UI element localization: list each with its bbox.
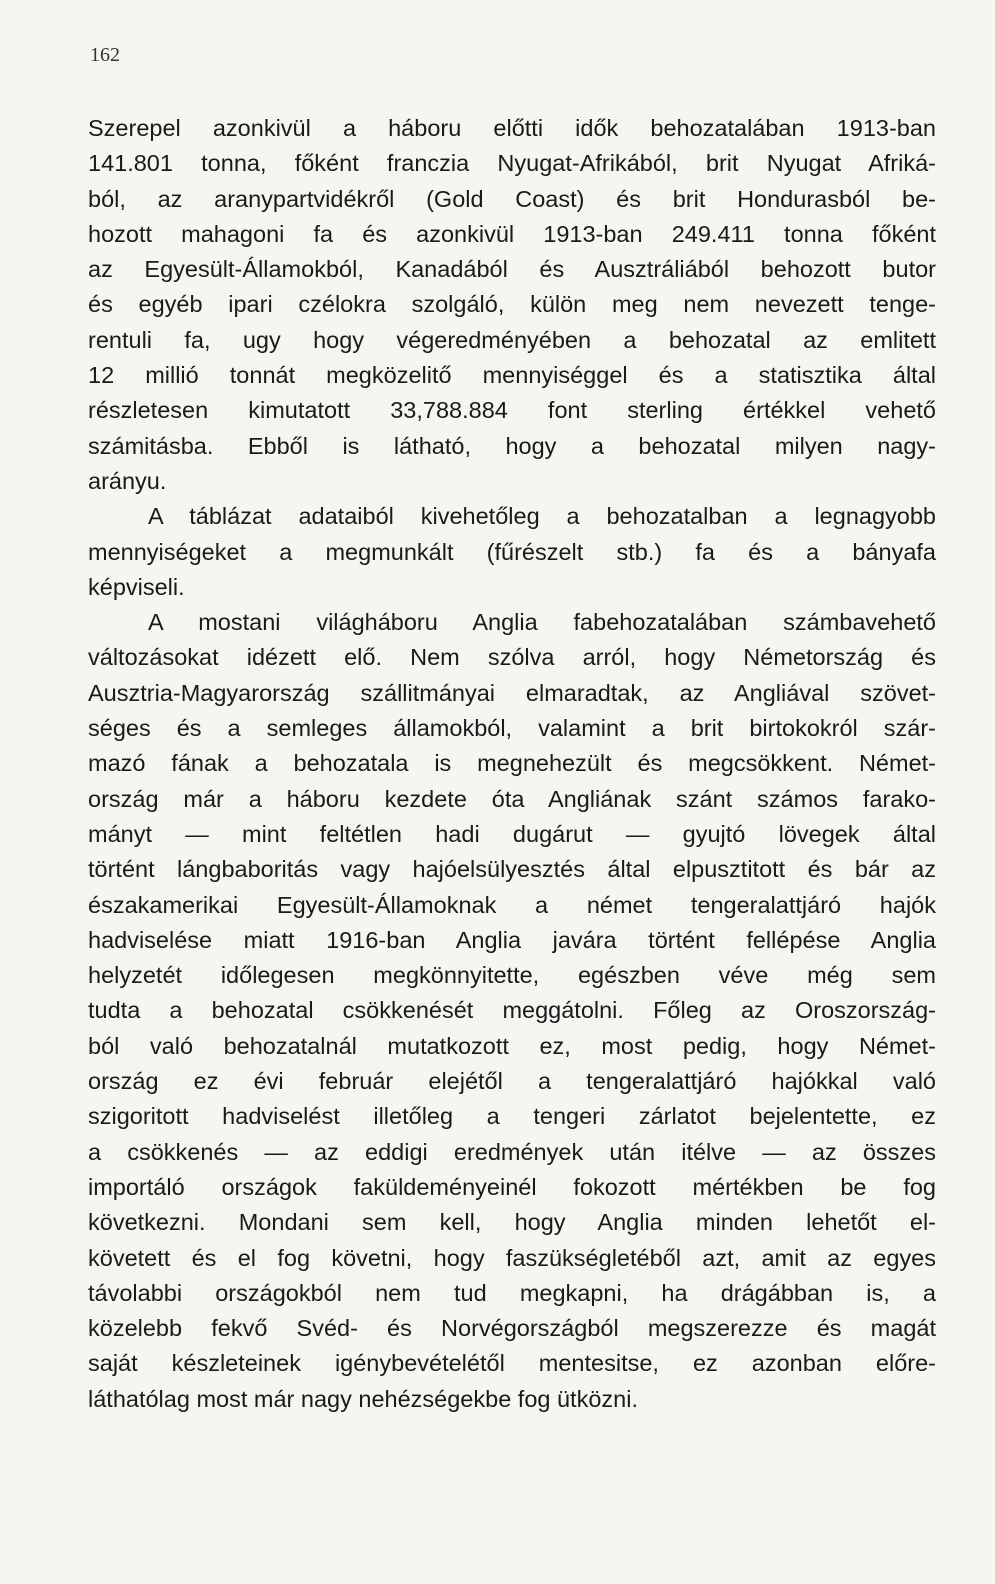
text-line: helyzetét időlegesen megkönnyitette, egészben véve még sem <box>88 962 936 989</box>
text-line: arányu. <box>88 467 167 494</box>
text-line: részletesen kimutatott 33,788.884 font sterling értékkel vehető <box>88 397 936 424</box>
text-line: ország már a háboru kezdete óta Angliának szánt számos farako- <box>88 785 936 812</box>
text-line: hadviselése miatt 1916-ban Anglia javára történt fellépése Anglia <box>88 926 936 953</box>
paragraph <box>88 111 936 499</box>
text-line: közelebb fekvő Svéd- és Norvégországból megszerezze és magát <box>88 1315 936 1342</box>
text-line: hozott mahagoni fa és azonkivül 1913-ban 249.411 tonna főként <box>88 220 936 247</box>
text-line: tudta a behozatal csökkenését meggátolni. Főleg az Oroszország- <box>88 997 936 1024</box>
text-line: ország ez évi február elejétől a tengeralattjáró hajókkal való <box>88 1068 936 1095</box>
text-line: saját készleteinek igénybevételétől mentesitse, ez azonban előre- <box>88 1350 936 1377</box>
text-line: Szerepel azonkivül a háboru előtti idők behozatalában 1913-ban <box>88 115 936 141</box>
text-line: ból, az aranypartvidékről (Gold Coast) és brit Hondurasból be- <box>88 185 936 212</box>
text-line: importáló országok faküldeményeinél fokozott mértékben be fog <box>88 1173 936 1200</box>
text-line: az Egyesült-Államokból, Kanadából és Ausztráliából behozott butor <box>88 256 936 283</box>
paragraph <box>88 499 936 605</box>
text-line: A táblázat adataiból kivehetőleg a behozatalban a legnagyobb <box>148 503 936 530</box>
text-line: képviseli. <box>88 573 185 600</box>
text-line: mányt — mint feltétlen hadi dugárut — gyujtó lövegek által <box>88 820 936 847</box>
text-line: A mostani világháboru Anglia fabehozatalában számbavehető <box>148 609 936 636</box>
text-line: séges és a semleges államokból, valamint a brit birtokokról szár- <box>88 715 936 742</box>
text-line: következni. Mondani sem kell, hogy Anglia minden lehetőt el- <box>88 1209 936 1236</box>
text-line: követett és el fog követni, hogy faszükségletéből azt, amit az egyes <box>88 1244 936 1271</box>
paragraph <box>88 605 936 1417</box>
text-line: láthatólag most már nagy nehézségekbe fog ütközni. <box>88 1385 638 1412</box>
text-line: mazó fának a behozatala is megnehezült és megcsökkent. Német- <box>88 750 936 777</box>
text-line: a csökkenés — az eddigi eredmények után itélve — az összes <box>88 1138 936 1165</box>
text-line: ból való behozatalnál mutatkozott ez, most pedig, hogy Német- <box>88 1032 936 1059</box>
text-line: szigoritott hadviselést illetőleg a tengeri zárlatot bejelentette, ez <box>88 1103 936 1130</box>
body-text <box>88 111 936 1417</box>
text-line: 141.801 tonna, főként franczia Nyugat-Afrikából, brit Nyugat Afriká- <box>88 150 936 177</box>
page-number: 162 <box>90 44 120 66</box>
text-line: történt lángbaboritás vagy hajóelsülyesztés által elpusztitott és bár az <box>88 856 936 883</box>
text-line: változásokat idézett elő. Nem szólva arról, hogy Németország és <box>88 644 936 671</box>
text-line: rentuli fa, ugy hogy végeredményében a behozatal az emlitett <box>88 326 936 353</box>
text-line: és egyéb ipari czélokra szolgáló, külön meg nem nevezett tenge- <box>88 291 936 318</box>
text-line: Ausztria-Magyarország szállitmányai elmaradtak, az Angliával szövet- <box>88 679 936 706</box>
text-line: számitásba. Ebből is látható, hogy a behozatal milyen nagy- <box>88 432 936 459</box>
text-line: 12 millió tonnát megközelitő mennyiséggel és a statisztika által <box>88 362 936 389</box>
text-line: északamerikai Egyesült-Államoknak a német tengeralattjáró hajók <box>88 891 936 918</box>
text-line: mennyiségeket a megmunkált (fűrészelt stb.) fa és a bányafa <box>88 538 936 565</box>
text-line: távolabbi országokból nem tud megkapni, ha drágábban is, a <box>88 1279 936 1306</box>
